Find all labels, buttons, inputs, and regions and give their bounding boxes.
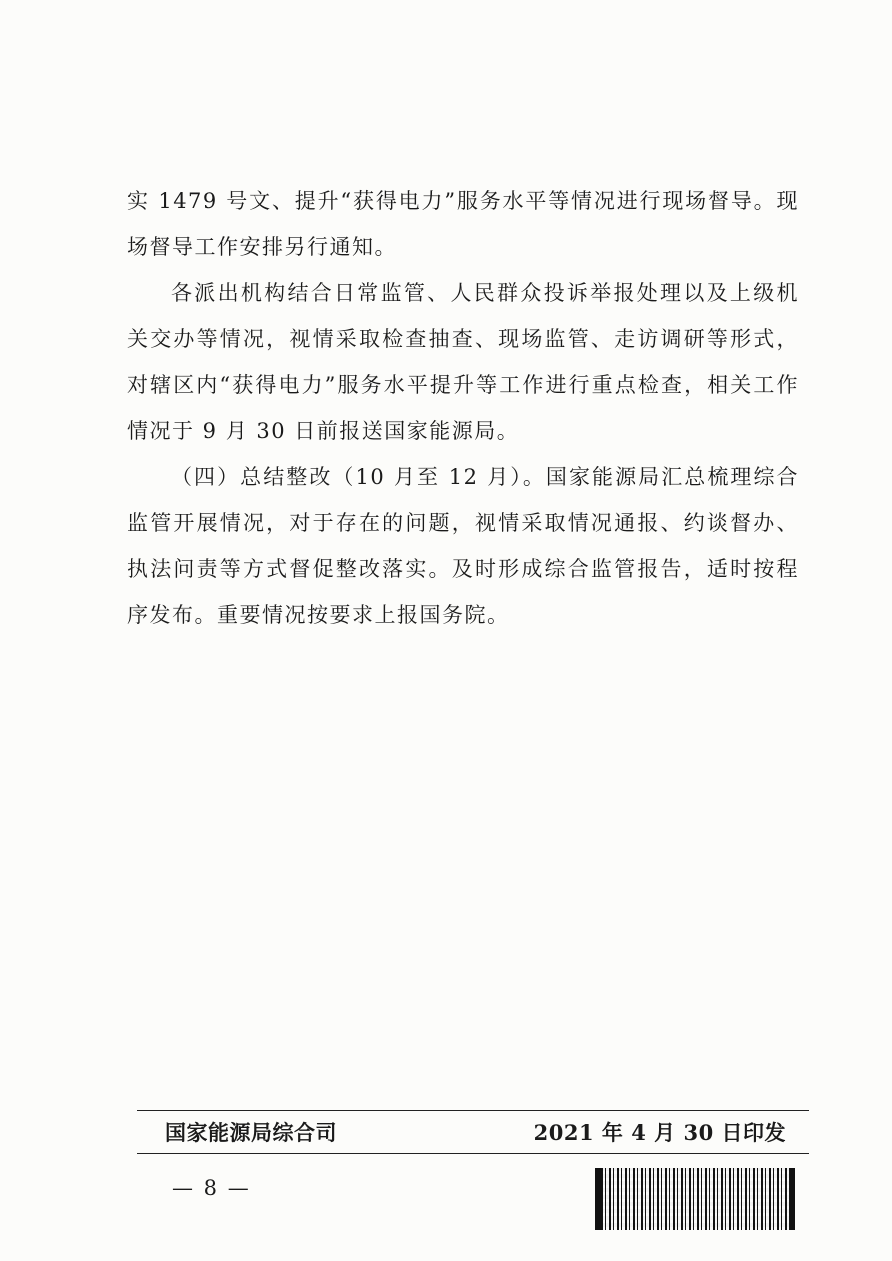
footer-issuer: 国家能源局综合司 [165, 1120, 337, 1145]
footer-issue-date: 2021 年 4 月 30 日印发 [533, 1120, 786, 1145]
paragraph-continuation: 实 1479 号文、提升“获得电力”服务水平等情况进行现场督导。现场督导工作安排另行通知。 [127, 189, 799, 259]
page-number: — 8 — [172, 1176, 251, 1200]
document-body [127, 178, 799, 638]
footer-rule-bottom [137, 1153, 809, 1154]
barcode-icon [595, 1168, 795, 1230]
footer-rule-top [137, 1110, 809, 1111]
paragraph-summary-rectification: （四）总结整改（10 月至 12 月）。国家能源局汇总梳理综合监管开展情况，对于存在的问题，视情采取情况通报、约谈督办、执法问责等方式督促整改落实。及时形成综合监管报告，适时按程序发布。重要情况按要求上报国务院。 [127, 465, 799, 627]
paragraph-dispatch-agencies: 各派出机构结合日常监管、人民群众投诉举报处理以及上级机关交办等情况，视情采取检查抽查、现场监管、走访调研等形式，对辖区内“获得电力”服务水平提升等工作进行重点检查，相关工作情况于 9 月 30 日前报送国家能源局。 [127, 281, 799, 443]
